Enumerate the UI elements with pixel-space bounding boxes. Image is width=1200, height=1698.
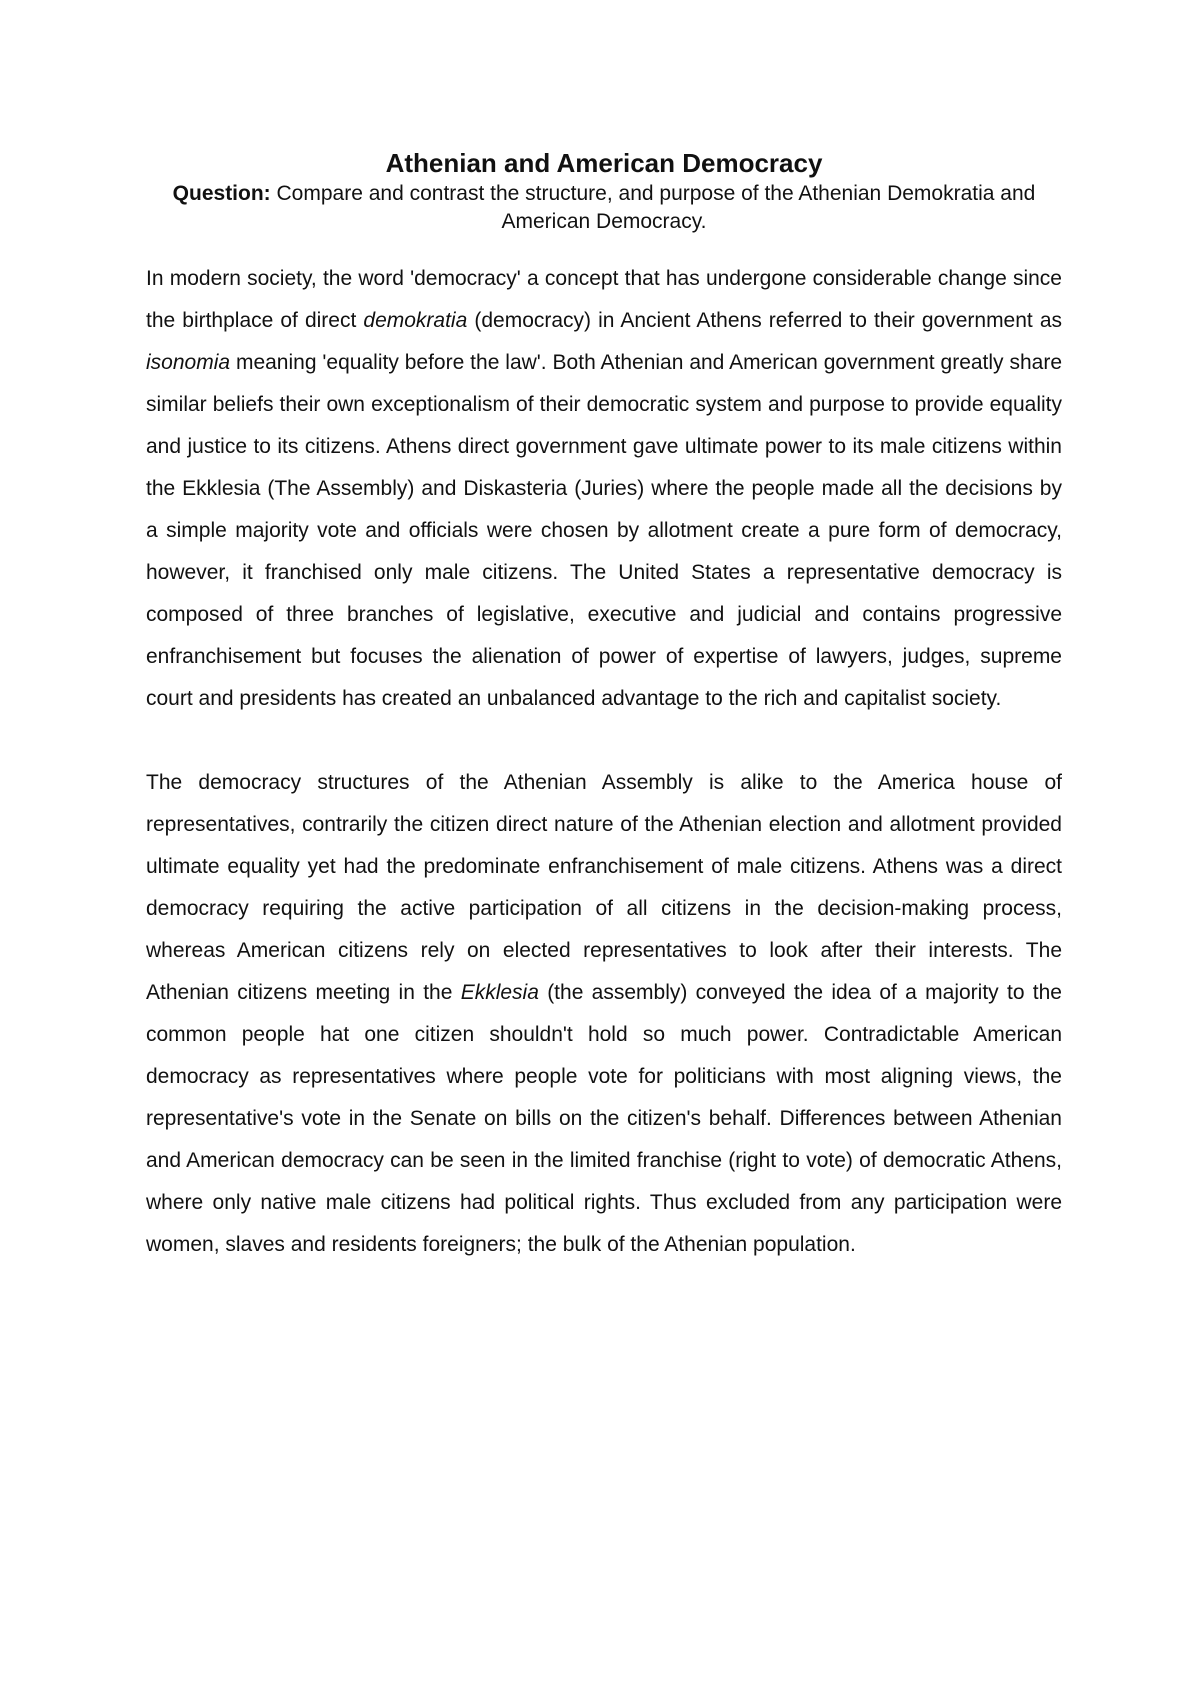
paragraph-2-segment: The democracy structures of the Athenian Assembly is alike to the America house of representatives, contrarily the citizen direct nature of the Athenian election and allotment provided ultimate equality yet had the predominate enfranchisement of male citizens. Athens was a direct democracy requiring the active participation of all citizens in the decision-making process, whereas American citizens rely on elected representatives to look after their interests. The Athenian citizens meeting in the xyxy=(146,771,1062,1004)
paragraph-1-segment: meaning 'equality before the law'. Both Athenian and American government greatly share similar beliefs their own exceptionalism of their democratic system and purpose to provide equality and justice to its citizens. Athens direct government gave ultimate power to its male citizens within the Ekklesia (The Assembly) and Diskasteria (Juries) where the people made all the decisions by a simple majority vote and officials were chosen by allotment create a pure form of democracy, however, it franchised only male citizens. The United States a representative democracy is composed of three branches of legislative, executive and judicial and contains progressive enfranchisement but focuses the alienation of power of expertise of lawyers, judges, supreme court and presidents has created an unbalanced advantage to the rich and capitalist society. xyxy=(146,351,1062,710)
paragraph-1-italic-term: isonomia xyxy=(146,351,231,374)
essay-paragraph-1 xyxy=(146,258,1062,720)
document-title: Athenian and American Democracy xyxy=(385,148,823,178)
paragraph-1-italic-term: demokratia xyxy=(363,309,468,332)
paragraph-1-segment: In modern society, the word 'democracy' a concept that has undergone considerable change since the birthplace of direct xyxy=(146,267,1062,332)
paragraph-1-segment: (democracy) in Ancient Athens referred to their government as xyxy=(467,309,1063,332)
question-label: Question: xyxy=(172,182,271,205)
question-line xyxy=(146,180,1062,236)
document-header xyxy=(146,146,1062,236)
essay-body xyxy=(146,258,1062,1266)
essay-paragraph-2 xyxy=(146,762,1062,1266)
paragraph-2-segment: (the assembly) conveyed the idea of a majority to the common people hat one citizen shouldn't hold so much power. Contradictable American democracy as representatives where people vote for politicians with most aligning views, the representative's vote in the Senate on bills on the citizen's behalf. Differences between Athenian and American democracy can be seen in the limited franchise (right to vote) of democratic Athens, where only native male citizens had political rights. Thus excluded from any participation were women, slaves and residents foreigners; the bulk of the Athenian population. xyxy=(146,981,1062,1256)
paragraph-2-italic-term: Ekklesia xyxy=(460,981,539,1004)
question-text: Compare and contrast the structure, and purpose of the Athenian Demokratia and American Democracy. xyxy=(276,182,1036,233)
